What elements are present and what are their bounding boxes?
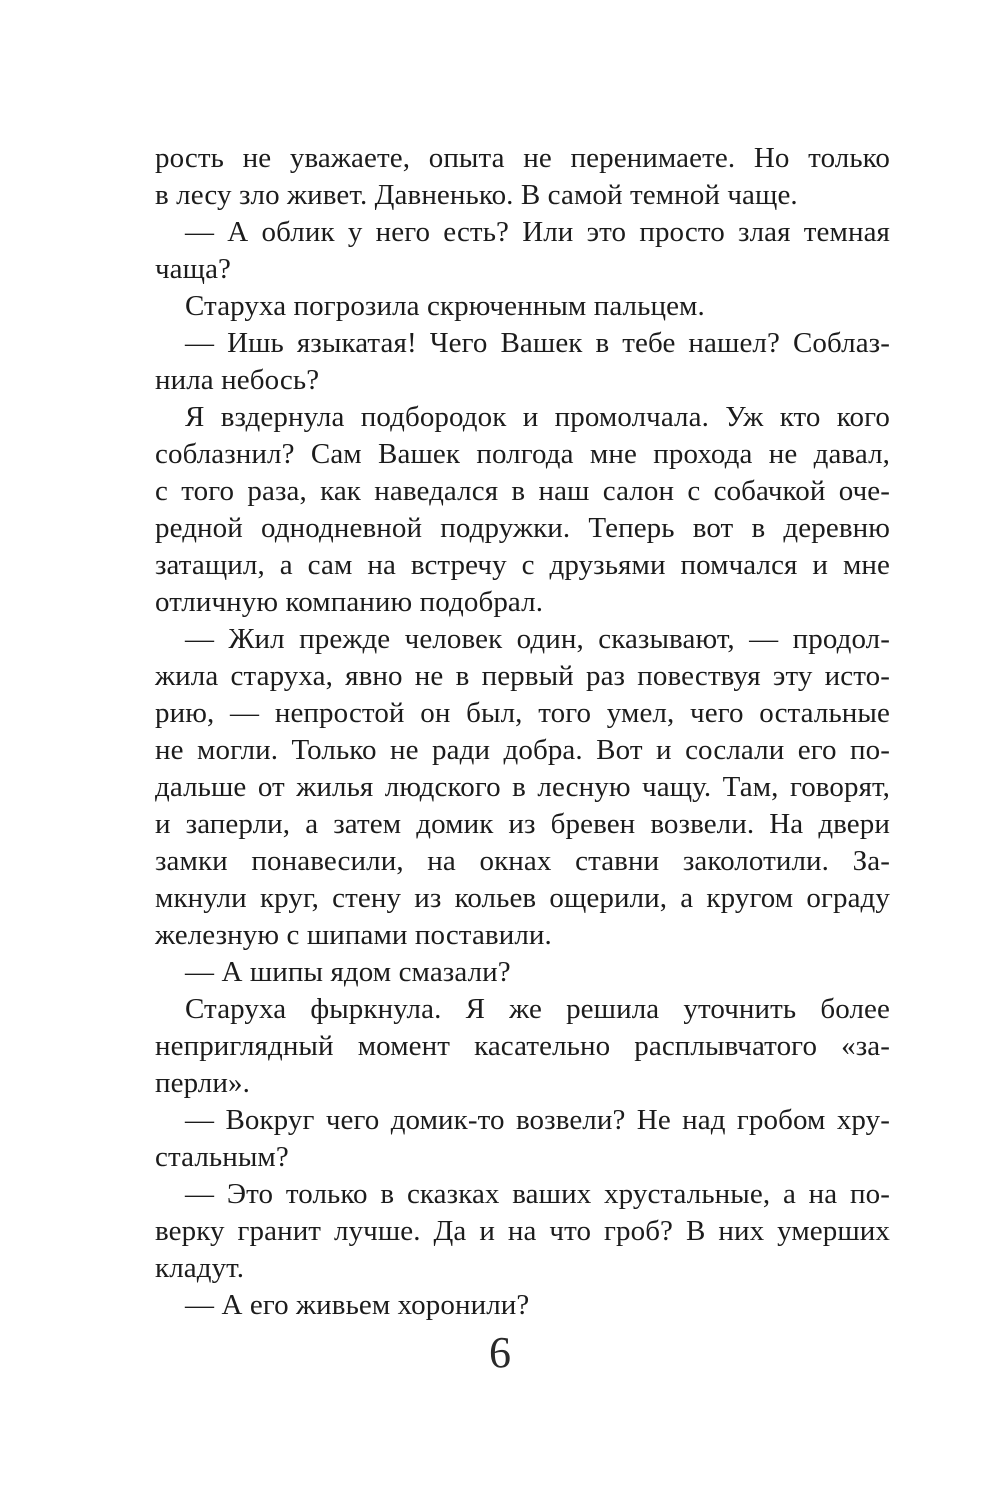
text-line: редной однодневной подружки. Теперь вот в деревню xyxy=(155,512,890,544)
text-line: — А облик у него есть? Или это просто злая темная xyxy=(185,216,890,248)
text-line: замки понавесили, на окнах ставни заколотили. За- xyxy=(155,845,890,877)
text-line: — Вокруг чего домик-то возвели? Не над гробом хру- xyxy=(185,1104,890,1136)
text-line: рость не уважаете, опыта не перенимаете. Но только xyxy=(155,142,890,174)
text-line: нила небось? xyxy=(155,364,320,396)
text-line: чаща? xyxy=(155,253,232,285)
text-line: Старуха погрозила скрюченным пальцем. xyxy=(185,290,705,322)
page-number: 6 xyxy=(489,1328,511,1377)
text-line: — Это только в сказках ваших хрустальные, а на по- xyxy=(185,1178,890,1210)
text-line: затащил, а сам на встречу с друзьями помчался и мне xyxy=(155,549,890,581)
text-line: не могли. Только не ради добра. Вот и сослали его по- xyxy=(155,734,890,766)
body-text xyxy=(155,140,890,1324)
text-line: перли». xyxy=(155,1067,250,1099)
text-line: дальше от жилья людского в лесную чащу. Там, говорят, xyxy=(155,771,890,803)
text-line: отличную компанию подобрал. xyxy=(155,586,544,618)
text-line: Старуха фыркнула. Я же решила уточнить более xyxy=(185,993,890,1025)
text-line: неприглядный момент касательно расплывчатого «за- xyxy=(155,1030,890,1062)
text-line: — Жил прежде человек один, сказывают, — продол- xyxy=(185,623,890,655)
text-line: мкнули круг, стену из кольев ощерили, а кругом ограду xyxy=(155,882,890,914)
text-line: кладут. xyxy=(155,1252,245,1284)
text-line: — А его живьем хоронили? xyxy=(185,1289,530,1321)
text-line: — А шипы ядом смазали? xyxy=(185,956,511,988)
text-line: стальным? xyxy=(155,1141,289,1173)
text-line: верку гранит лучше. Да и на что гроб? В них умерших xyxy=(155,1215,890,1247)
text-line: Я вздернула подбородок и промолчала. Уж кто кого xyxy=(185,401,890,433)
text-line: и заперли, а затем домик из бревен возвели. На двери xyxy=(155,808,890,840)
text-line: с того раза, как наведался в наш салон с собачкой оче- xyxy=(155,475,890,507)
text-line: — Ишь языкатая! Чего Вашек в тебе нашел? Соблаз- xyxy=(185,327,890,359)
text-line: соблазнил? Сам Вашек полгода мне прохода не давал, xyxy=(155,438,890,470)
text-line: в лесу зло живет. Давненько. В самой темной чаще. xyxy=(155,179,798,211)
text-line: жила старуха, явно не в первый раз повествуя эту исто- xyxy=(155,660,890,692)
text-line: рию, — непростой он был, того умел, чего остальные xyxy=(155,697,890,729)
text-line: железную с шипами поставили. xyxy=(155,919,552,951)
